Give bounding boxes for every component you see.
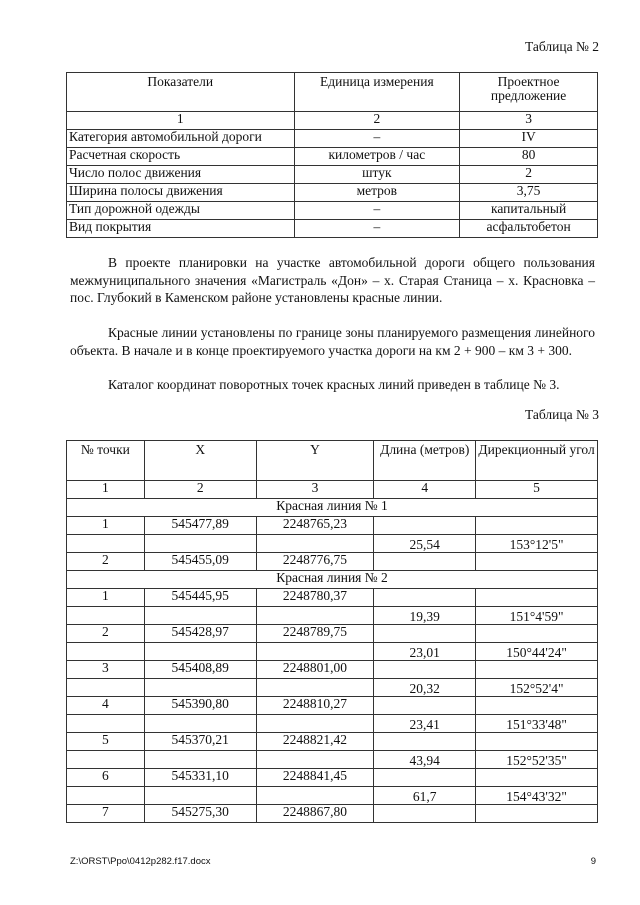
table-row [67, 769, 598, 787]
point-y: 2248776,75 [256, 553, 374, 571]
segment-length: 20,32 [374, 679, 476, 697]
table3-caption: Таблица № 3 [525, 407, 599, 422]
point-number: 1 [67, 589, 145, 607]
table-row [67, 517, 598, 535]
table-row [67, 130, 598, 148]
point-y: 2248789,75 [256, 625, 374, 643]
paragraph-catalog-reference: Каталог координат поворотных точек красных линий приведен в таблице № 3. [108, 377, 560, 392]
header-length: Длина (метров) [374, 441, 476, 481]
table-row [67, 184, 598, 202]
table-row [67, 166, 598, 184]
point-x: 545331,10 [144, 769, 256, 787]
point-y: 2248801,00 [256, 661, 374, 679]
header-point-number: № точки [67, 441, 145, 481]
table-row [67, 733, 598, 751]
segment-angle: 153°12'5" [476, 535, 598, 553]
table-row [67, 661, 598, 679]
param-name: Число полос движения [67, 166, 295, 184]
header-indicators: Показатели [67, 73, 295, 112]
point-y: 2248765,23 [256, 517, 374, 535]
param-unit: – [294, 220, 460, 238]
param-value: IV [460, 130, 598, 148]
param-name: Вид покрытия [67, 220, 295, 238]
road-parameters-table [66, 72, 598, 238]
table-row [67, 625, 598, 643]
point-x: 545477,89 [144, 517, 256, 535]
segment-length: 43,94 [374, 751, 476, 769]
point-number: 6 [67, 769, 145, 787]
segment-length: 61,7 [374, 787, 476, 805]
table-row [67, 751, 598, 769]
param-unit: – [294, 130, 460, 148]
col-number: 1 [67, 112, 295, 130]
point-number: 5 [67, 733, 145, 751]
col-number: 4 [374, 481, 476, 499]
segment-angle: 151°4'59" [476, 607, 598, 625]
table-row [67, 535, 598, 553]
point-y: 2248867,80 [256, 805, 374, 823]
point-number: 4 [67, 697, 145, 715]
point-y: 2248810,27 [256, 697, 374, 715]
param-value: 2 [460, 166, 598, 184]
col-number: 2 [144, 481, 256, 499]
header-proposal: Проектное предложение [460, 73, 598, 112]
col-number: 3 [460, 112, 598, 130]
col-number: 3 [256, 481, 374, 499]
table-row [67, 589, 598, 607]
header-x: X [144, 441, 256, 481]
table-row [67, 679, 598, 697]
param-value: 80 [460, 148, 598, 166]
point-x: 545445,95 [144, 589, 256, 607]
table-row [67, 553, 598, 571]
header-unit: Единица измерения [294, 73, 460, 112]
segment-length: 19,39 [374, 607, 476, 625]
col-number: 5 [476, 481, 598, 499]
table-row [67, 148, 598, 166]
footer-file-path: Z:\ORST\Ppo\0412p282.f17.docx [70, 856, 211, 867]
segment-length: 25,54 [374, 535, 476, 553]
header-y: Y [256, 441, 374, 481]
table-row [67, 697, 598, 715]
point-y: 2248841,45 [256, 769, 374, 787]
point-number: 2 [67, 553, 145, 571]
point-x: 545428,97 [144, 625, 256, 643]
col-number: 1 [67, 481, 145, 499]
point-x: 545408,89 [144, 661, 256, 679]
segment-angle: 152°52'4" [476, 679, 598, 697]
table-row [67, 202, 598, 220]
col-number: 2 [294, 112, 460, 130]
param-name: Тип дорожной одежды [67, 202, 295, 220]
point-x: 545455,09 [144, 553, 256, 571]
param-unit: штук [294, 166, 460, 184]
param-name: Расчетная скорость [67, 148, 295, 166]
table-row [67, 787, 598, 805]
point-y: 2248780,37 [256, 589, 374, 607]
table-row [67, 805, 598, 823]
segment-length: 23,41 [374, 715, 476, 733]
section-title: Красная линия № 1 [67, 499, 598, 517]
table-row [67, 220, 598, 238]
point-number: 2 [67, 625, 145, 643]
param-unit: километров / час [294, 148, 460, 166]
point-x: 545370,21 [144, 733, 256, 751]
paragraph-red-lines-boundary: Красные линии установлены по границе зоны планируемого размещения линейного объекта. В начале и в конце проектируемого участка дороги на км 2 + 900 – км 3 + 300. [70, 325, 595, 358]
param-value: асфальтобетон [460, 220, 598, 238]
page-number: 9 [590, 856, 596, 867]
point-number: 7 [67, 805, 145, 823]
table2-caption: Таблица № 2 [525, 39, 599, 54]
point-number: 3 [67, 661, 145, 679]
segment-length: 23,01 [374, 643, 476, 661]
segment-angle: 152°52'35" [476, 751, 598, 769]
param-name: Категория автомобильной дороги [67, 130, 295, 148]
param-unit: метров [294, 184, 460, 202]
paragraph-red-lines-intro: В проекте планировки на участке автомобильной дороги общего пользования межмуниципального значения «Магистраль «Дон» – х. Старая Станица – х. Красновка – пос. Глубокий в Каменском районе установлены красные линии. [70, 255, 595, 305]
table-row [67, 643, 598, 661]
coordinates-table [66, 440, 598, 823]
segment-angle: 151°33'48" [476, 715, 598, 733]
point-number: 1 [67, 517, 145, 535]
param-value: 3,75 [460, 184, 598, 202]
table-row [67, 715, 598, 733]
param-unit: – [294, 202, 460, 220]
param-value: капитальный [460, 202, 598, 220]
table-row [67, 607, 598, 625]
segment-angle: 154°43'32" [476, 787, 598, 805]
point-x: 545275,30 [144, 805, 256, 823]
point-y: 2248821,42 [256, 733, 374, 751]
section-title: Красная линия № 2 [67, 571, 598, 589]
param-name: Ширина полосы движения [67, 184, 295, 202]
point-x: 545390,80 [144, 697, 256, 715]
header-direction-angle: Дирекционный угол [476, 441, 598, 481]
segment-angle: 150°44'24" [476, 643, 598, 661]
